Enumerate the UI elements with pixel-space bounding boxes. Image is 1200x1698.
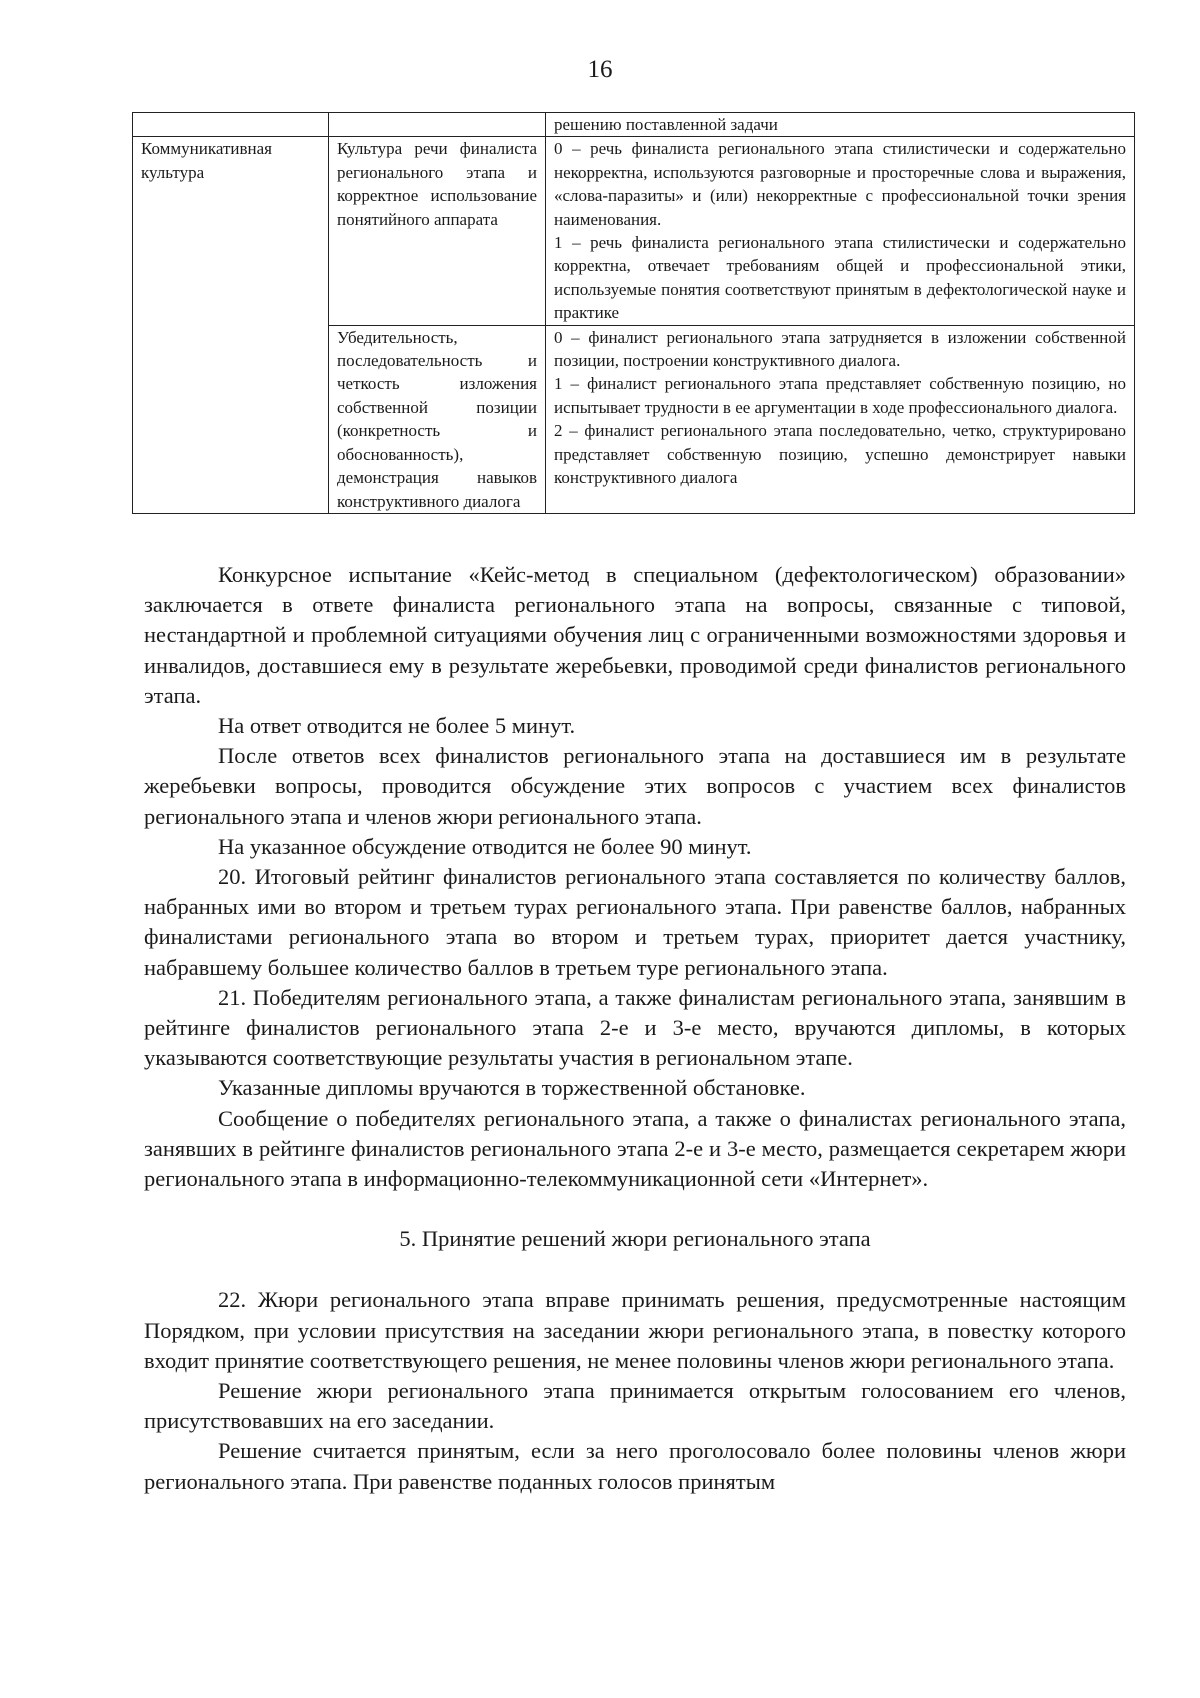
table-cell-category: Коммуникативная культура — [133, 137, 329, 514]
table-cell-empty — [133, 113, 329, 137]
page-number: 16 — [587, 56, 613, 83]
table-cell-indicator: Убедительность, последовательность и четкость изложения собственной позиции (конкретность и обоснованность), демонстрация навыков конструктивного диалога — [329, 325, 546, 513]
table-cell-descriptor — [546, 325, 1135, 513]
table-cell-indicator: Культура речи финалиста регионального этапа и корректное использование понятийного аппарата — [329, 137, 546, 325]
paragraph: Сообщение о победителях регионального этапа, а также о финалистах регионального этапа, занявших в рейтинге финалистов регионального этапа 2-е и 3-е место, размещается секретарем жюри регионального этапа в информационно-телекоммуникационной сети «Интернет». — [144, 1105, 1126, 1192]
table-cell-empty — [329, 113, 546, 137]
section-heading: 5. Принятие решений жюри регионального этапа — [399, 1226, 871, 1252]
paragraph: 21. Победителям регионального этапа, а также финалистам регионального этапа, занявшим в рейтинге финалистов регионального этапа 2-е и 3-е место, вручаются дипломы, в которых указываются соответствующие результаты участия в региональном этапе. — [144, 984, 1126, 1071]
paragraph: На указанное обсуждение отводится не более 90 минут. — [218, 833, 752, 859]
paragraph: Решение жюри регионального этапа принимается открытым голосованием его членов, присутствовавших на его заседании. — [144, 1378, 1126, 1434]
criteria-table — [132, 112, 1135, 514]
level-descriptor: 1 – финалист регионального этапа представляет собственную позицию, но испытывает трудности в ее аргументации в ходе профессионального диалога. — [554, 374, 1126, 417]
table-cell-descriptor: решению поставленной задачи — [546, 113, 1135, 137]
table-cell-descriptor — [546, 137, 1135, 325]
level-descriptor: 0 – речь финалиста регионального этапа стилистически и содержательно некорректна, используются разговорные и просторечные слова и выражения, «слова-паразиты» и (или) некорректные с профессиональной точки зрения наименования. — [554, 139, 1126, 229]
paragraph: Указанные дипломы вручаются в торжественной обстановке. — [218, 1075, 806, 1101]
body-text — [144, 560, 1126, 1497]
paragraph: 20. Итоговый рейтинг финалистов регионального этапа составляется по количеству баллов, набранных ими во втором и третьем турах регионального этапа. При равенстве баллов, набранных финалистами регионального этапа во втором и третьем турах, приоритет дается участнику, набравшему большее количество баллов в третьем туре регионального этапа. — [144, 864, 1126, 980]
level-descriptor: 0 – финалист регионального этапа затрудняется в изложении собственной позиции, построении конструктивного диалога. — [554, 327, 1126, 371]
paragraph: Решение считается принятым, если за него проголосовало более половины членов жюри регионального этапа. При равенстве поданных голосов принятым — [144, 1438, 1126, 1494]
paragraph: После ответов всех финалистов регионального этапа на доставшиеся им в результате жеребьевки вопросы, проводится обсуждение этих вопросов с участием всех финалистов регионального этапа и членов жюри регионального этапа. — [144, 743, 1126, 829]
table-row — [133, 113, 1135, 137]
level-descriptor: 1 – речь финалиста регионального этапа стилистически и содержательно корректна, отвечает требованиям общей и профессиональной этики, используемые понятия соответствуют принятым в дефектологической науке и практике — [554, 233, 1126, 323]
level-descriptor: 2 – финалист регионального этапа последовательно, четко, структурировано представляет собственную позицию, успешно демонстрирует навыки конструктивного диалога — [554, 421, 1126, 488]
paragraph: На ответ отводится не более 5 минут. — [218, 713, 576, 739]
paragraph: Конкурсное испытание «Кейс-метод в специальном (дефектологическом) образовании» заключается в ответе финалиста регионального этапа на вопросы, связанные с типовой, нестандартной и проблемной ситуациями обучения лиц с ограниченными возможностями здоровья и инвалидов, доставшиеся ему в результате жеребьевки, проводимой среди финалистов регионального этапа. — [144, 562, 1126, 708]
table-row — [133, 137, 1135, 325]
paragraph: 22. Жюри регионального этапа вправе принимать решения, предусмотренные настоящим Порядком, при условии присутствия на заседании жюри регионального этапа, в повестку которого входит принятие соответствующего решения, не менее половины членов жюри регионального этапа. — [144, 1287, 1126, 1373]
